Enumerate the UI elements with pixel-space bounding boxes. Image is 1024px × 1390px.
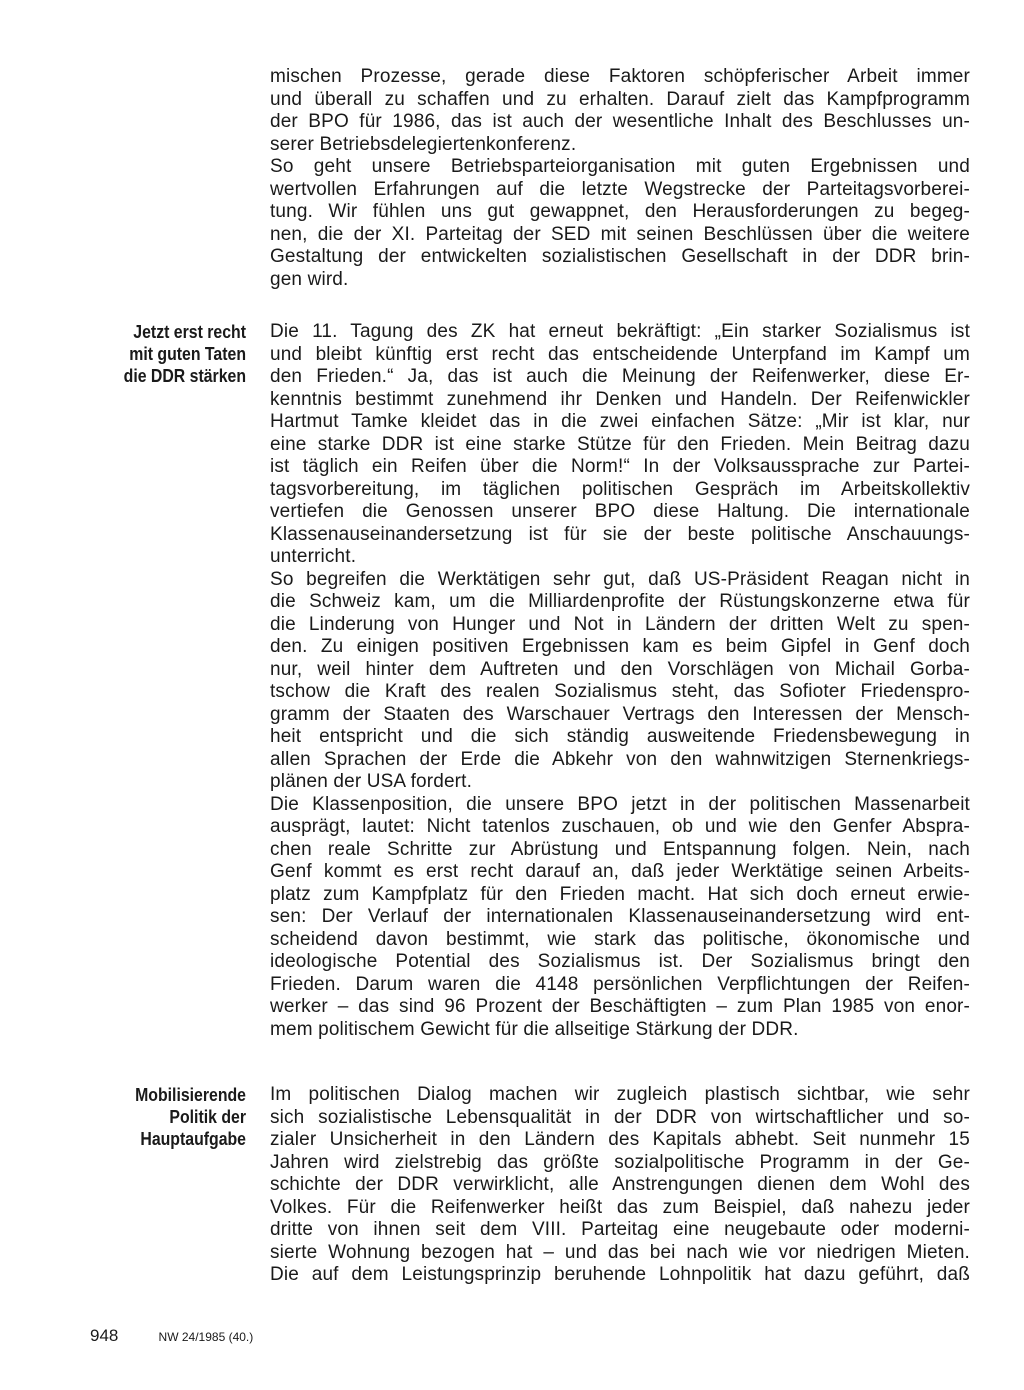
source-reference: NW 24/1985 (40.) [158, 1330, 254, 1344]
text-line: Die Klassenposition, die unsere BPO jetzt in der politischen Massenarbeit [270, 793, 970, 815]
text-line: sierte Wohnung bezogen hat – und das bei nach wie vor niedrigen Mieten. [270, 1241, 970, 1263]
text-line: Klassenauseinandersetzung ist für sie der beste politische Anschauungs- [270, 523, 970, 545]
text-line: Die auf dem Leistungsprinzip beruhende Lohnpolitik hat dazu geführt, daß [270, 1264, 970, 1285]
text-line: wertvollen Erfahrungen auf die letzte Wegstrecke der Parteitagsvorberei- [270, 178, 970, 200]
text-line: sich sozialistische Lebensqualität in der DDR von wirtschaftlicher und so- [270, 1106, 970, 1128]
text-line: Frieden. Darum waren die 4148 persönlichen Verpflichtungen der Reifen- [270, 973, 970, 995]
text-line: und bleibt künftig erst recht das entscheidende Unterpfand im Kampf um [270, 343, 970, 365]
margin-heading-1 [88, 321, 246, 387]
text-line: ausprägt, lautet: Nicht tatenlos zuschauen, ob und wie den Genfer Abspra- [270, 816, 970, 837]
text-line: scheidend davon bestimmt, wie stark das politische, ökonomische und [270, 928, 970, 950]
text-line: tschow die Kraft des realen Sozialismus steht, das Sofioter Friedenspro- [270, 681, 970, 702]
text-line: Die 11. Tagung des ZK hat erneut bekräftigt: „Ein starker Sozialismus ist [270, 321, 970, 342]
text-line: So begreifen die Werktätigen sehr gut, daß US-Präsident Reagan nicht in [270, 568, 970, 590]
text-line: mischen Prozesse, gerade diese Faktoren schöpferischer Arbeit immer [270, 66, 970, 87]
text-line: die Linderung von Hunger und Not in Ländern der dritten Welt zu spen- [270, 613, 970, 635]
text-line: Im politischen Dialog machen wir zugleich plastisch sichtbar, wie sehr [270, 1084, 970, 1105]
text-line: unterricht. [270, 546, 357, 567]
text-line: den. Zu einigen positiven Ergebnissen kam es beim Gipfel in Genf doch [270, 636, 970, 657]
text-line: sen: Der Verlauf der internationalen Klassenauseinandersetzung wird ent- [270, 906, 970, 927]
text-line: eine starke DDR ist eine starke Stütze für den Frieden. Mein Beitrag dazu [270, 433, 970, 455]
text-line: Gestaltung der entwickelten sozialistischen Gesellschaft in der DDR brin- [270, 246, 970, 267]
margin-heading-line: Jetzt erst recht [133, 322, 246, 342]
text-line: die Schweiz kam, um die Milliardenprofite der Rüstungskonzerne etwa für [270, 591, 970, 612]
text-line: heit entspricht und die sich ständig ausweitende Friedensbewegung in [270, 726, 970, 747]
page-footer [90, 1326, 253, 1346]
margin-heading-line: Mobilisierende [135, 1085, 246, 1105]
text-line: gramm der Staaten des Warschauer Vertrags den Interessen der Mensch- [270, 703, 970, 725]
text-line: chen reale Schritte zur Abrüstung und Entspannung folgen. Nein, nach [270, 838, 970, 860]
text-line: platz zum Kampfplatz für den Frieden macht. Hat sich doch erneut erwie- [270, 883, 970, 905]
text-line: dritte von ihnen seit dem VIII. Parteitag eine neugebaute oder moderni- [270, 1219, 970, 1240]
text-line: allen Sprachen der Erde die Abkehr von den wahnwitzigen Sternenkriegs- [270, 748, 970, 770]
text-line: und überall zu schaffen und zu erhalten. Darauf zielt das Kampfprogramm [270, 88, 970, 110]
text-line: tung. Wir fühlen uns gut gewappnet, den Herausforderungen zu begeg- [270, 201, 970, 222]
paragraph-block-3 [270, 1084, 970, 1287]
text-line: schichte der DDR verwirklicht, alle Anstrengungen dienen dem Wohl des [270, 1174, 970, 1195]
text-line: So geht unsere Betriebsparteiorganisation mit guten Ergebnissen und [270, 156, 970, 177]
margin-heading-line: die DDR stärken [123, 366, 246, 386]
text-line: ideologische Potential des Sozialismus ist. Der Sozialismus bringt den [270, 951, 970, 972]
margin-heading-line: Hauptaufgabe [140, 1129, 246, 1149]
text-line: werker – das sind 96 Prozent der Beschäftigten – zum Plan 1985 von enor- [270, 996, 970, 1017]
text-line: zialer Unsicherheit in den Ländern des Kapitals abhebt. Seit nunmehr 15 [270, 1129, 970, 1150]
page-number: 948 [90, 1326, 119, 1345]
text-line: ist täglich ein Reifen über die Norm!“ In der Volksaussprache zur Partei- [270, 456, 970, 477]
text-line: Hartmut Tamke kleidet das in die zwei einfachen Sätze: „Mir ist klar, nur [270, 411, 970, 432]
paragraph-block-1 [270, 66, 970, 291]
text-line: tagsvorbereitung, im täglichen politischen Gespräch im Arbeitskollektiv [270, 478, 970, 500]
text-line: mem politischem Gewicht für die allseitige Stärkung der DDR. [270, 1018, 799, 1040]
text-line: gen wird. [270, 268, 349, 290]
text-line: plänen der USA fordert. [270, 771, 473, 792]
margin-heading-2 [88, 1084, 246, 1150]
paragraph-block-2 [270, 321, 970, 1041]
text-line: nen, die der XI. Parteitag der SED mit seinen Beschlüssen über die weitere [270, 223, 970, 245]
margin-heading-line: mit guten Taten [129, 344, 246, 364]
text-line: serer Betriebsdelegiertenkonferenz. [270, 133, 577, 155]
margin-heading-line: Politik der [169, 1107, 246, 1127]
text-line: Genf kommt es erst recht darauf an, daß jeder Werktätige seinen Arbeits- [270, 861, 970, 882]
text-line: kenntnis bestimmt zunehmend ihr Denken und Handeln. Der Reifenwickler [270, 388, 970, 410]
text-line: Volkes. Für die Reifenwerker heißt das zum Beispiel, daß nahezu jeder [270, 1196, 970, 1218]
text-line: nur, weil hinter dem Auftreten und den Vorschlägen von Michail Gorba- [270, 658, 970, 680]
text-line: den Frieden.“ Ja, das ist auch die Meinung der Reifenwerker, diese Er- [270, 366, 970, 387]
text-line: vertiefen die Genossen unserer BPO diese Haltung. Die internationale [270, 501, 970, 522]
text-line: Jahren wird zielstrebig das größte sozialpolitische Programm in der Ge- [270, 1151, 970, 1173]
text-line: der BPO für 1986, das ist auch der wesentliche Inhalt des Beschlusses un- [270, 111, 970, 132]
